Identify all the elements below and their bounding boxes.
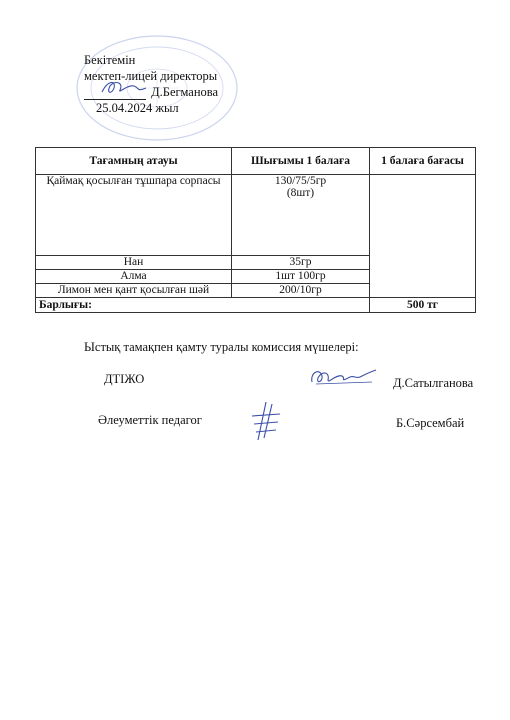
portion-cell: 200/10гр — [232, 284, 370, 298]
portion-cell — [232, 175, 370, 256]
commission-title: Ыстық тамақпен қамту туралы комиссия мүшелері: — [84, 340, 359, 354]
price-cell — [370, 175, 476, 298]
member-signature-icon — [306, 364, 378, 390]
director-name: Д.Бегманова — [151, 85, 219, 99]
menu-table — [35, 147, 476, 313]
header-dish-name: Тағамның атауы — [36, 148, 232, 175]
approval-line-1: Бекітемін — [84, 53, 136, 67]
table-row — [36, 175, 476, 256]
member-name: Д.Сатылганова — [393, 376, 474, 390]
total-value: 500 тг — [370, 298, 476, 313]
header-portion: Шығымы 1 балаға — [232, 148, 370, 175]
portion-cell: 35гр — [232, 256, 370, 270]
dish-name-cell: Лимон мен қант қосылған шәй — [36, 284, 232, 298]
total-row — [36, 298, 476, 313]
dish-name-cell: Нан — [36, 256, 232, 270]
approval-date: 25.04.2024 жыл — [96, 101, 179, 115]
portion-cell: 1шт 100гр — [232, 270, 370, 284]
member-name: Б.Сәрсембай — [396, 416, 465, 430]
dish-name-cell: Қаймақ қосылған тұшпара сорпасы — [36, 175, 232, 256]
header-price: 1 балаға бағасы — [370, 148, 476, 175]
table-header-row — [36, 148, 476, 175]
total-label: Барлығы: — [36, 298, 370, 313]
approval-line-2: мектеп-лицей директоры — [84, 69, 218, 83]
member-signature-icon — [246, 400, 284, 442]
member-role: Әлеуметтік педагог — [98, 413, 202, 427]
dish-name-cell: Алма — [36, 270, 232, 284]
director-signature-icon — [98, 76, 153, 98]
member-role: ДТІЖО — [104, 372, 145, 386]
portion-extra: (8шт) — [286, 187, 315, 199]
portion-value: 130/75/5гр — [274, 175, 327, 187]
